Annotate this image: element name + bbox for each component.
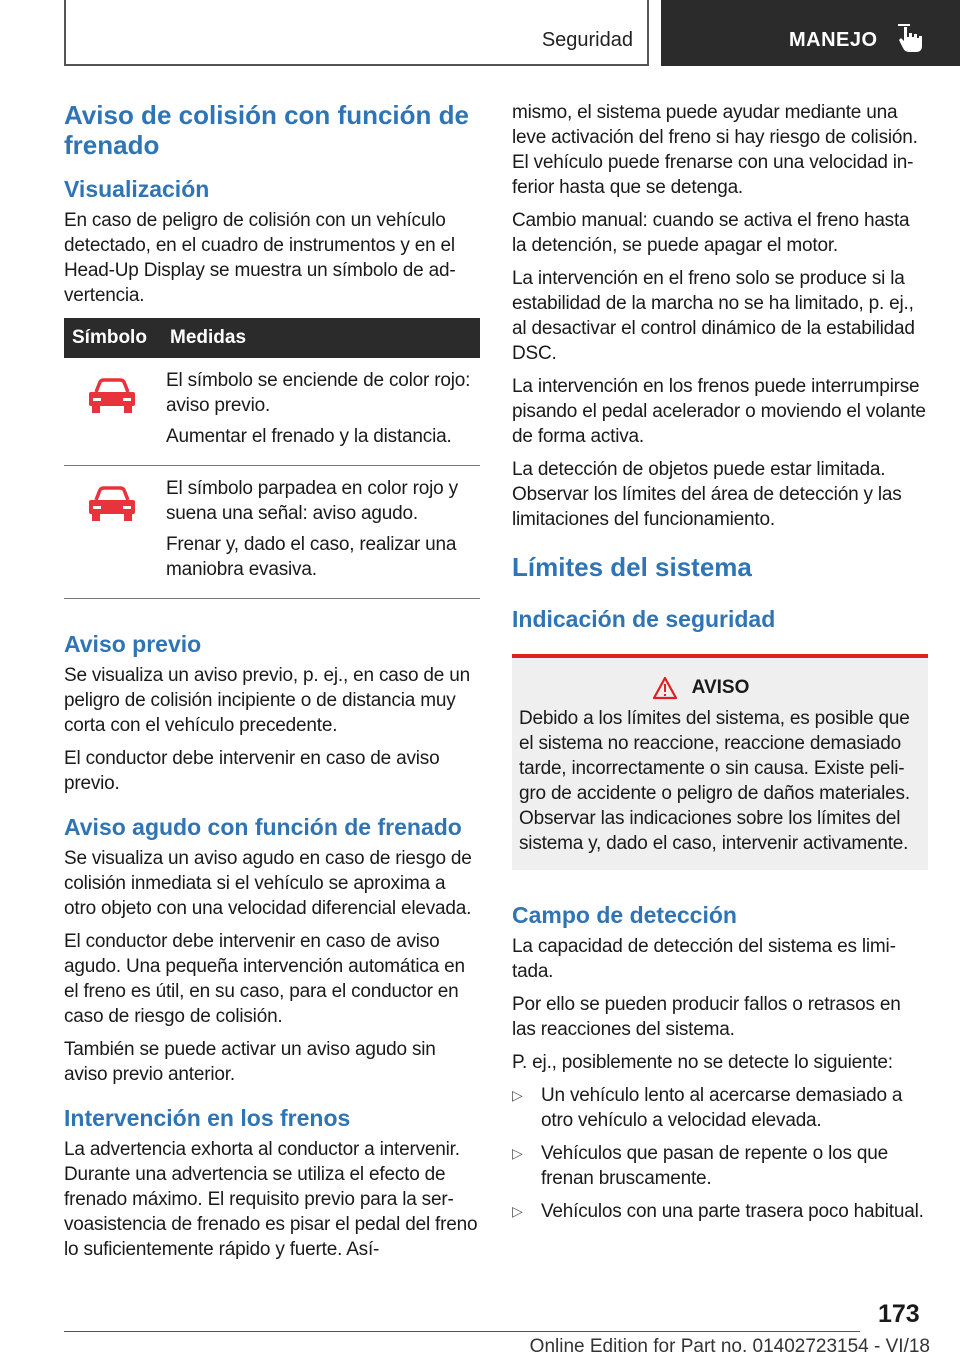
detection-text: Por ello se pueden producir fallos o retrasos en las reacciones del sistema. bbox=[512, 994, 901, 1040]
body-text: Cambio manual: cuando se activa el freno hasta la detención, se puede apagar el motor. bbox=[512, 210, 910, 256]
detection-text: La capacidad de detección del sistema es limitada. bbox=[512, 936, 896, 982]
list-item: ▷ Un vehículo lento al acercarse demasiado a otro vehículo a velocidad elevada. bbox=[512, 1085, 903, 1131]
heading-brake-intervention: Intervención en los frenos bbox=[64, 1105, 351, 1131]
heading-acute-warning: Aviso agudo con función de frenado bbox=[64, 814, 462, 840]
hand-icon bbox=[897, 24, 925, 54]
list-item: ▷ Vehículos que pasan de repente o los que frenan bruscamente. bbox=[512, 1143, 888, 1189]
body-text: La detección de objetos puede estar limitada. Observar los límites del área de detección y las limitaciones del funcionamiento. bbox=[512, 459, 902, 530]
heading-safety-note: Indicación de seguridad bbox=[512, 606, 776, 632]
pre-warning-text: El conductor debe intervenir en caso de aviso previo. bbox=[64, 748, 440, 794]
acute-warning-text: El conductor debe intervenir en caso de aviso agudo. Una pequeña intervención automática en el freno es útil, en su caso, para el conductor en caso de riesgo de colisión. bbox=[64, 931, 465, 1027]
warning-text: Debido a los límites del sistema, es posible que el sistema no reaccione, reaccione demasiado tarde, incorrectamente o sin causa. Existe peligro de accidente o peligro de daños materiales. Observar las indicaciones sobre los límites del sistema y, dado el caso, intervenir activamente. bbox=[519, 708, 910, 854]
left-column bbox=[64, 100, 480, 1270]
col-measures-header: Medidas bbox=[162, 318, 480, 358]
body-text: La intervención en los frenos puede interrumpirse pisando el pedal acelerador o moviendo el volante de forma activa. bbox=[512, 376, 926, 447]
heading-pre-warning: Aviso previo bbox=[64, 631, 202, 657]
col-symbol-header: Símbolo bbox=[64, 318, 162, 358]
acute-warning-text: También se puede activar un aviso agudo sin aviso previo anterior. bbox=[64, 1039, 436, 1085]
chapter-title: MANEJO bbox=[789, 29, 878, 51]
bullet-triangle-icon: ▷ bbox=[512, 1087, 523, 1103]
pre-warning-text: Se visualiza un aviso previo, p. ej., en caso de un peligro de colisión incipiente o de distancia muy corta con el vehículo precedente. bbox=[64, 665, 470, 736]
body-text: mismo, el sistema puede ayudar mediante una leve activación del freno si hay riesgo de colisión. El vehículo puede frenarse con una velocidad inferior hasta que se detenga. bbox=[512, 102, 918, 198]
warning-box bbox=[512, 654, 928, 870]
page-number: 173 bbox=[878, 1300, 920, 1328]
section-header bbox=[64, 0, 649, 66]
section-title: Seguridad bbox=[541, 29, 633, 51]
list-item: ▷ Vehículos con una parte trasera poco habitual. bbox=[512, 1201, 924, 1222]
measure-text: Frenar y, dado el caso, realizar una maniobra evasiva. bbox=[166, 534, 457, 580]
bullet-triangle-icon: ▷ bbox=[512, 1145, 523, 1161]
edition-footer: Online Edition for Part no. 01402723154 - VI/18 bbox=[529, 1336, 930, 1357]
warning-title: AVISO bbox=[691, 677, 750, 698]
table-row bbox=[64, 358, 480, 466]
warning-triangle-icon bbox=[652, 676, 678, 700]
section-title-limits: Límites del sistema bbox=[512, 552, 752, 582]
footer-divider bbox=[64, 1331, 860, 1332]
right-column bbox=[512, 100, 928, 1232]
detection-text: P. ej., posiblemente no se detecte lo siguiente: bbox=[512, 1052, 893, 1073]
acute-warning-text: Se visualiza un aviso agudo en caso de riesgo de colisión inmediata si el vehículo se aproxima a otro objeto con una velocidad diferencial elevada. bbox=[64, 848, 472, 919]
heading-detection-range: Campo de detección bbox=[512, 902, 737, 928]
measure-text: El símbolo parpadea en color rojo y suena una señal: aviso agudo. bbox=[166, 478, 458, 524]
measure-text: Aumentar el frenado y la distancia. bbox=[166, 426, 452, 447]
bullet-triangle-icon: ▷ bbox=[512, 1203, 523, 1219]
table-row bbox=[64, 466, 480, 599]
symbol-table bbox=[64, 318, 480, 599]
chapter-tab bbox=[661, 0, 960, 66]
section-title-collision: Aviso de colisión con función de frenado bbox=[64, 100, 469, 160]
measure-text: El símbolo se enciende de color rojo: aviso previo. bbox=[166, 370, 471, 416]
car-warning-icon bbox=[86, 378, 138, 416]
warning-header bbox=[519, 676, 922, 700]
detection-list bbox=[512, 1083, 928, 1224]
visualization-text: En caso de peligro de colisión con un vehículo detectado, en el cuadro de instrumentos y en el Head-Up Display se muestra un símbolo de advertencia. bbox=[64, 210, 456, 306]
brake-intervention-text: La advertencia exhorta al conductor a intervenir. Durante una advertencia se utiliza el efecto de frenado máximo. El requisito previo para la servoasistencia de frenado es pisar el pedal del freno lo suficientemente rápido y fuerte. Así- bbox=[64, 1139, 478, 1260]
car-warning-icon bbox=[86, 486, 138, 524]
heading-visualization: Visualización bbox=[64, 176, 210, 202]
body-text: La intervención en el freno solo se produce si la estabilidad de la marcha no se ha limitado, p. ej., al desactivar el control dinámico de la estabilidad DSC. bbox=[512, 268, 915, 364]
